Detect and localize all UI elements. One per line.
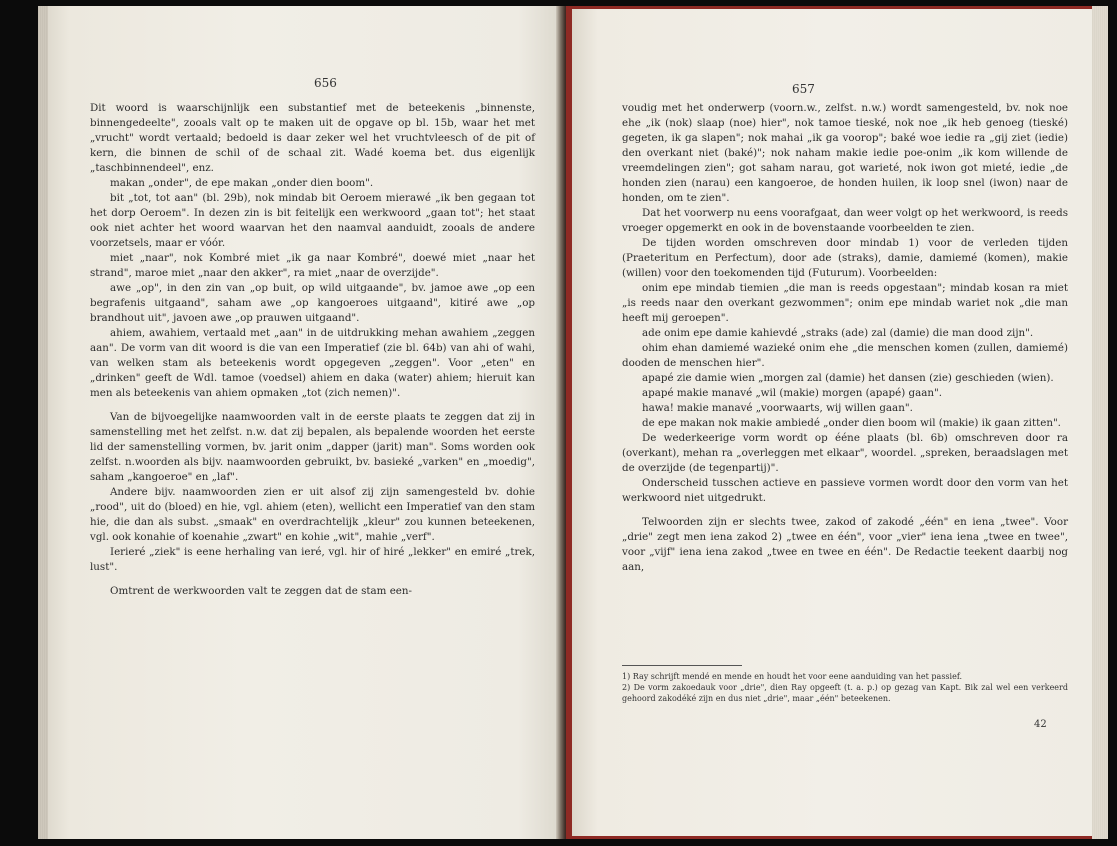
paragraph: Dit woord is waarschijnlijk een substantief met de beteekenis „binnenste, binnengedeelte", zooals valt op te maken uit de opgave op bl. 15b, waar het met „vrucht" wordt vertaald; bedoeld is daar zeker wel het vruchtvleesch of de pit of kern, die binnen de schil of de schaal zit. Wadé koema bet. dus eigenlijk „taschbinnendeel", enz.: [90, 102, 535, 174]
paragraph: De wederkeerige vorm wordt op ééne plaats (bl. 6b) omschreven door ra (overkant), mehan ra „overleggen met elkaar", woordel. „spreken, beraadslagen met de overzijde (de tegenpartij)".: [622, 432, 1068, 474]
paragraph: bit „tot, tot aan" (bl. 29b), nok mindab bit Oeroem mierawé „ik ben gegaan tot het dorp Oeroem". In dezen zin is bit feitelijk een werkwoord „gaan tot"; het staat ook niet achter het woord waarvan het den naamval aanduidt, zooals de andere voorzetsels, maar er vóór.: [90, 192, 535, 249]
left-page-edge: [38, 6, 48, 839]
paragraph: ade onim epe damie kahievdé „straks (ade) zal (damie) die man dood zijn".: [642, 327, 1034, 339]
paragraph: ahiem, awahiem, vertaald met „aan" in de uitdrukking mehan awahiem „zeggen aan". De vorm van dit woord is die van een Imperatief (zie bl. 64b) van ahi of wahi, van welken stam als beteekenis wordt opgegeven „zeggen". Voor „eten" en „drinken" geeft de Wdl. tamoe (voedsel) ahiem en daka (water) ahiem; hieruit kan men als beteekenis van ahiem opmaken „tot (zich nemen)".: [90, 327, 535, 399]
paragraph: Andere bijv. naamwoorden zien er uit alsof zij zijn samengesteld bv. dohie „rood", uit do (bloed) en hie, vgl. ahiem (eten), wellicht een Imperatief van den stam hie, die dan als subst. „smaak" en overdrachtelijk „kleur" zou kunnen beteekenen, vgl. ook konahie of koenahie „zwart" en kohie „wit", mahie „verf".: [90, 486, 535, 543]
right-page-text: [622, 101, 1068, 575]
left-page: [38, 6, 560, 839]
paragraph: Omtrent de werkwoorden valt te zeggen dat de stam een-: [110, 585, 413, 597]
paragraph: onim epe mindab tiemien „die man is reeds opgestaan"; mindab kosan ra miet „is reeds naar den overkant gezwommen"; onim epe mindab wariet nok „die man heeft mij geroepen".: [622, 282, 1068, 324]
footnote: 2) De vorm zakoedauk voor „drie", dien Ray opgeeft (t. a. p.) op gezag van Kapt. Bik zal wel een verkeerd gehoord zakodéké zijn en dus niet „drie", maar „één" beteekenen.: [622, 683, 1068, 703]
paragraph: makan „onder", de epe makan „onder dien boom".: [110, 177, 374, 189]
paragraph: voudig met het onderwerp (voorn.w., zelfst. n.w.) wordt samengesteld, bv. nok noe ehe „ik (nok) slaap (noe) hier", nok tamoe tieské, nok noe „ik heb genoeg (tieské) gegeten, ik ga slapen"; nok mahai „ik ga voorop"; baké woe iedie ra „gij ziet (iedie) den overkant niet (baké)"; nok naham makie iedie poe-onim „ik kom willende de vreemdelingen zien"; got saham narau, got warieté, nok iwon got mieté, iedie „de honden zien (narau) een kangoeroe, de honden huilen, ik loop snel (iwon) naar de honden, om te zien".: [622, 102, 1068, 204]
paragraph: miet „naar", nok Kombré miet „ik ga naar Kombré", doewé miet „naar het strand", maroe miet „naar den akker", ra miet „naar de overzijde".: [90, 252, 535, 279]
right-page-paper: [572, 9, 1092, 836]
footnote-divider: [622, 665, 742, 666]
paragraph: De tijden worden omschreven door mindab 1) voor de verleden tijden (Praeteritum en Perfectum), door ade (straks), damie, damiemé (komen), makie (willen) voor den toekomenden tijd (Futurum). Voorbeelden:: [622, 237, 1068, 279]
paragraph: apapé zie damie wien „morgen zal (damie) het dansen (zie) geschieden (wien).: [642, 372, 1054, 384]
right-page: [566, 6, 1108, 839]
paragraph: Onderscheid tusschen actieve en passieve vormen wordt door den vorm van het werkwoord niet uitgedrukt.: [622, 477, 1068, 504]
paragraph: ohim ehan damiemé wazieké onim ehe „die menschen komen (zullen, damiemé) dooden de menschen hier".: [622, 342, 1068, 369]
left-page-text: [90, 101, 535, 599]
open-book: [38, 6, 1108, 839]
right-page-fore-edge: [1092, 6, 1108, 839]
paragraph: apapé makie manavé „wil (makie) morgen (apapé) gaan".: [642, 387, 942, 399]
footnote: 1) Ray schrijft mendé en mende en houdt het voor eene aanduiding van het passief.: [622, 672, 963, 681]
paragraph: de epe makan nok makie ambiedé „onder dien boom wil (makie) ik gaan zitten".: [642, 417, 1061, 429]
signature-mark: 42: [1034, 719, 1047, 730]
paragraph: Telwoorden zijn er slechts twee, zakod of zakodé „één" en iena „twee". Voor „drie" zegt men iena zakod 2) „twee en één", voor „vier" iena iena „twee en twee", voor „vijf" iena iena zakod „twee en twee en één". De Redactie teekent daarbij nog aan,: [622, 516, 1068, 573]
paragraph: Ierieré „ziek" is eene herhaling van ieré, vgl. hir of hiré „lekker" en emiré „trek, lust".: [90, 546, 535, 573]
paragraph: Dat het voorwerp nu eens voorafgaat, dan weer volgt op het werkwoord, is reeds vroeger opgemerkt en ook in de bovenstaande voorbeelden te zien.: [622, 207, 1068, 234]
paragraph: Van de bijvoegelijke naamwoorden valt in de eerste plaats te zeggen dat zij in samenstelling met het zelfst. n.w. dat zij bepalen, als bepalende woorden het eerste lid der samenstelling vormen, bv. jarit onim „dapper (jarit) man". Soms worden ook zelfst. n.woorden als bijv. naamwoorden gebruikt, bv. basieké „varken" en „moedig", saham „kangoeroe" en „laf".: [90, 411, 535, 483]
footnotes: [622, 671, 1068, 704]
paragraph: awe „op", in den zin van „op buit, op wild uitgaande", bv. jamoe awe „op een begrafenis uitgaand", saham awe „op kangoeroes uitgaand", kitiré awe „op brandhout uit", javoen awe „op prauwen uitgaand".: [90, 282, 535, 324]
right-page-number: 657: [792, 82, 815, 96]
paragraph: hawa! makie manavé „voorwaarts, wij willen gaan".: [642, 402, 913, 414]
left-page-number: 656: [314, 76, 337, 90]
